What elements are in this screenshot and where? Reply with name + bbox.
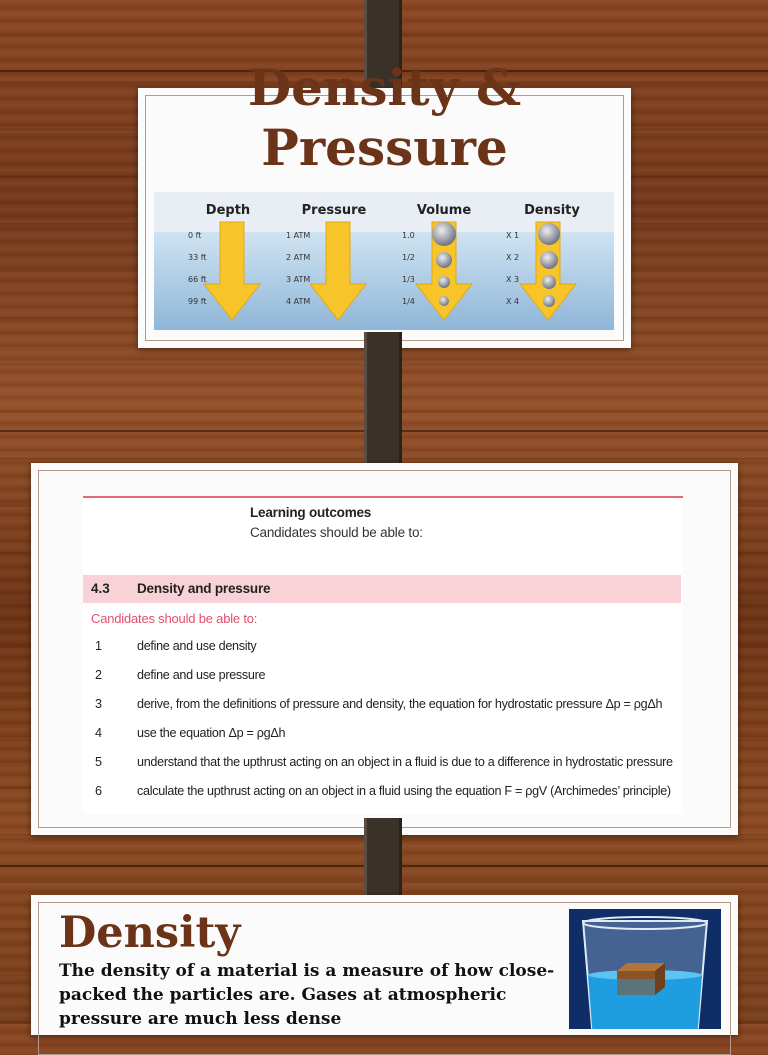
outcome-text: define and use density bbox=[137, 639, 257, 653]
header-density: Density bbox=[524, 203, 580, 218]
density-value: X 1 bbox=[506, 231, 520, 240]
density-title: Density bbox=[59, 908, 241, 958]
volume-value: 1.0 bbox=[402, 231, 415, 240]
learning-outcomes-subheading: Candidates should be able to: bbox=[250, 525, 423, 540]
block-submerged-tint bbox=[617, 979, 655, 995]
density-body-text: The density of a material is a measure of how close-packed the particles are. Gases at atmospheric pressure are much less dense bbox=[59, 961, 555, 1029]
outcome-number: 1 bbox=[95, 639, 102, 653]
outcome-text: derive, from the definitions of pressure and density, the equation for hydrostatic pressure Δp = ρgΔh bbox=[137, 697, 663, 711]
title-line-1: Density & bbox=[247, 58, 522, 117]
accent-line bbox=[83, 496, 683, 498]
density-balloon-4 bbox=[543, 295, 555, 307]
outcome-text: use the equation Δp = ρgΔh bbox=[137, 726, 286, 740]
slide-card-density bbox=[31, 895, 738, 1035]
volume-balloon-1 bbox=[432, 222, 456, 246]
density-value: X 3 bbox=[506, 275, 520, 284]
header-pressure: Pressure bbox=[301, 203, 367, 218]
volume-balloon-4 bbox=[439, 296, 449, 306]
learning-outcomes-heading: Learning outcomes bbox=[250, 505, 372, 520]
volume-value: 1/2 bbox=[402, 253, 415, 262]
density-balloon-1 bbox=[538, 223, 560, 245]
density-value: X 4 bbox=[506, 297, 520, 306]
depth-value: 99 ft bbox=[188, 297, 207, 306]
slide-card-learning-outcomes bbox=[31, 463, 738, 835]
volume-value: 1/4 bbox=[402, 297, 415, 306]
density-balloon-2 bbox=[540, 251, 558, 269]
candidates-label: Candidates should be able to: bbox=[91, 611, 258, 626]
outcome-text: calculate the upthrust acting on an object in a fluid using the equation F = ρgV (Archimedes’ principle) bbox=[137, 784, 671, 798]
density-value: X 2 bbox=[506, 253, 520, 262]
section-band bbox=[83, 575, 681, 603]
learning-outcomes-panel bbox=[83, 496, 683, 814]
title-line-2: Pressure bbox=[261, 118, 508, 177]
slide-title bbox=[138, 58, 631, 178]
pressure-value: 3 ATM bbox=[286, 275, 311, 284]
pressure-value: 1 ATM bbox=[286, 231, 311, 240]
volume-balloon-3 bbox=[438, 276, 450, 288]
pressure-value: 2 ATM bbox=[286, 253, 311, 262]
outcome-number: 3 bbox=[95, 697, 102, 711]
slide-card-density-pressure bbox=[138, 58, 631, 348]
depth-value: 33 ft bbox=[188, 253, 207, 262]
density-balloon-3 bbox=[542, 275, 556, 289]
outcome-text: understand that the upthrust acting on an object in a fluid is due to a difference in hydrostatic pressure bbox=[137, 755, 673, 769]
depth-pressure-diagram bbox=[154, 192, 614, 330]
depth-value: 66 ft bbox=[188, 275, 207, 284]
outcome-number: 2 bbox=[95, 668, 102, 682]
volume-value: 1/3 bbox=[402, 275, 415, 284]
hanging-strap bbox=[364, 332, 402, 478]
header-volume: Volume bbox=[416, 203, 472, 218]
pressure-value: 4 ATM bbox=[286, 297, 311, 306]
depth-value: 0 ft bbox=[188, 231, 202, 240]
outcome-number: 6 bbox=[95, 784, 102, 798]
section-title: Density and pressure bbox=[137, 581, 271, 596]
header-depth: Depth bbox=[205, 203, 251, 218]
outcome-number: 4 bbox=[95, 726, 102, 740]
outcome-number: 5 bbox=[95, 755, 102, 769]
glass-of-water-image bbox=[569, 909, 721, 1029]
outcome-text: define and use pressure bbox=[137, 668, 266, 682]
section-number: 4.3 bbox=[91, 581, 110, 596]
glass-illustration bbox=[569, 909, 721, 1029]
volume-balloon-2 bbox=[436, 252, 452, 268]
